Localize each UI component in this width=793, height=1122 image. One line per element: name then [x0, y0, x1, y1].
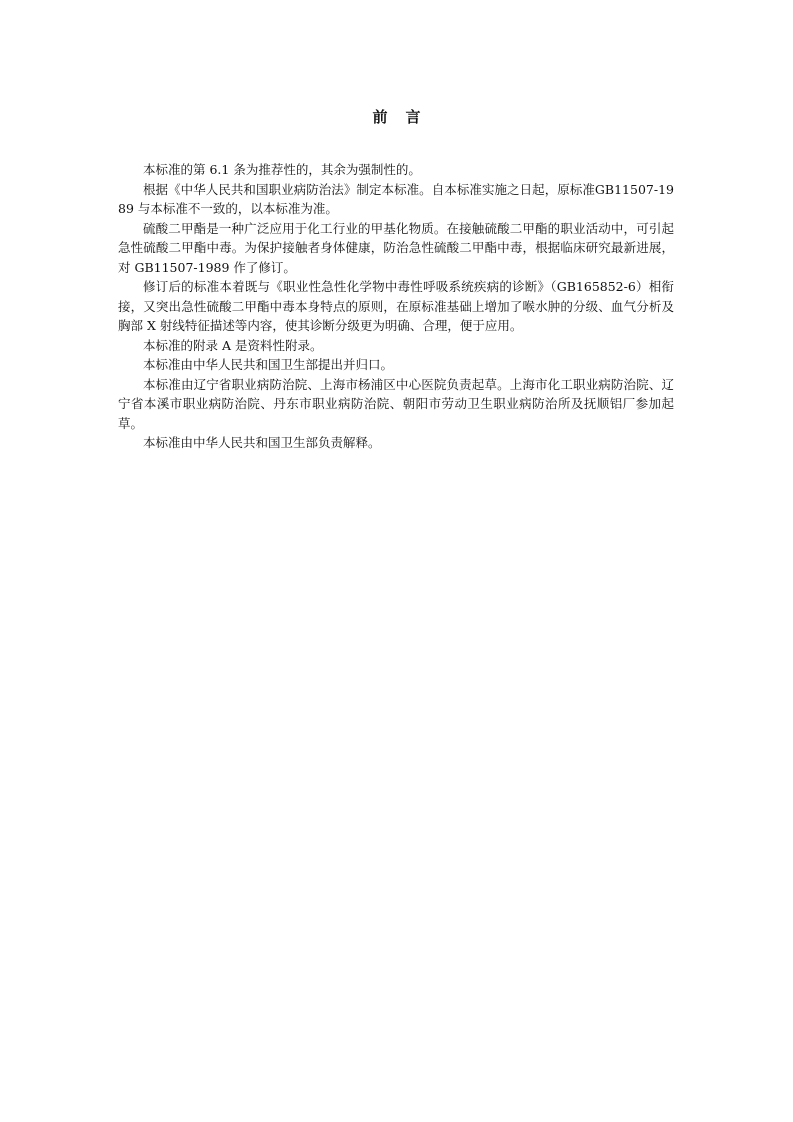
paragraph-drafters: 本标准由辽宁省职业病防治院、上海市杨浦区中心医院负责起草。上海市化工职业病防治院、辽宁省本溪市职业病防治院、丹东市职业病防治院、朝阳市劳动卫生职业病防治所及抚顺铝厂参加起草。 — [118, 376, 674, 431]
paragraph-proposer: 本标准由中华人民共和国卫生部提出并归口。 — [143, 357, 394, 372]
paragraph-interpretation: 本标准由中华人民共和国卫生部负责解释。 — [143, 435, 381, 450]
paragraph-legal-basis: 根据《中华人民共和国职业病防治法》制定本标准。自本标准实施之日起，原标准GB11507-1989 与本标准不一致的，以本标准为准。 — [118, 181, 674, 216]
paragraph-revision-principles: 修订后的标准本着既与《职业性急性化学物中毒性呼吸系统疾病的诊断》（GB165852-6）相衔接，又突出急性硫酸二甲酯中毒本身特点的原则，在原标准基础上增加了喉水肿的分级、血气分析及胸部 X 射线特征描述等内容，使其诊断分级更为明确、合理，便于应用。 — [118, 279, 674, 333]
paragraph-substance-background: 硫酸二甲酯是一种广泛应用于化工行业的甲基化物质。在接触硫酸二甲酯的职业活动中，可引起急性硫酸二甲酯中毒。为保护接触者身体健康，防治急性硫酸二甲酯中毒，根据临床研究最新进展，对 GB11507-1989 作了修订。 — [118, 220, 674, 275]
paragraph-recommended-clause: 本标准的第 6.1 条为推荐性的，其余为强制性的。 — [143, 162, 421, 177]
paragraph-appendix-note: 本标准的附录 A 是资料性附录。 — [143, 337, 323, 353]
page-title: 前言 — [372, 108, 439, 126]
foreword-body — [118, 160, 674, 453]
